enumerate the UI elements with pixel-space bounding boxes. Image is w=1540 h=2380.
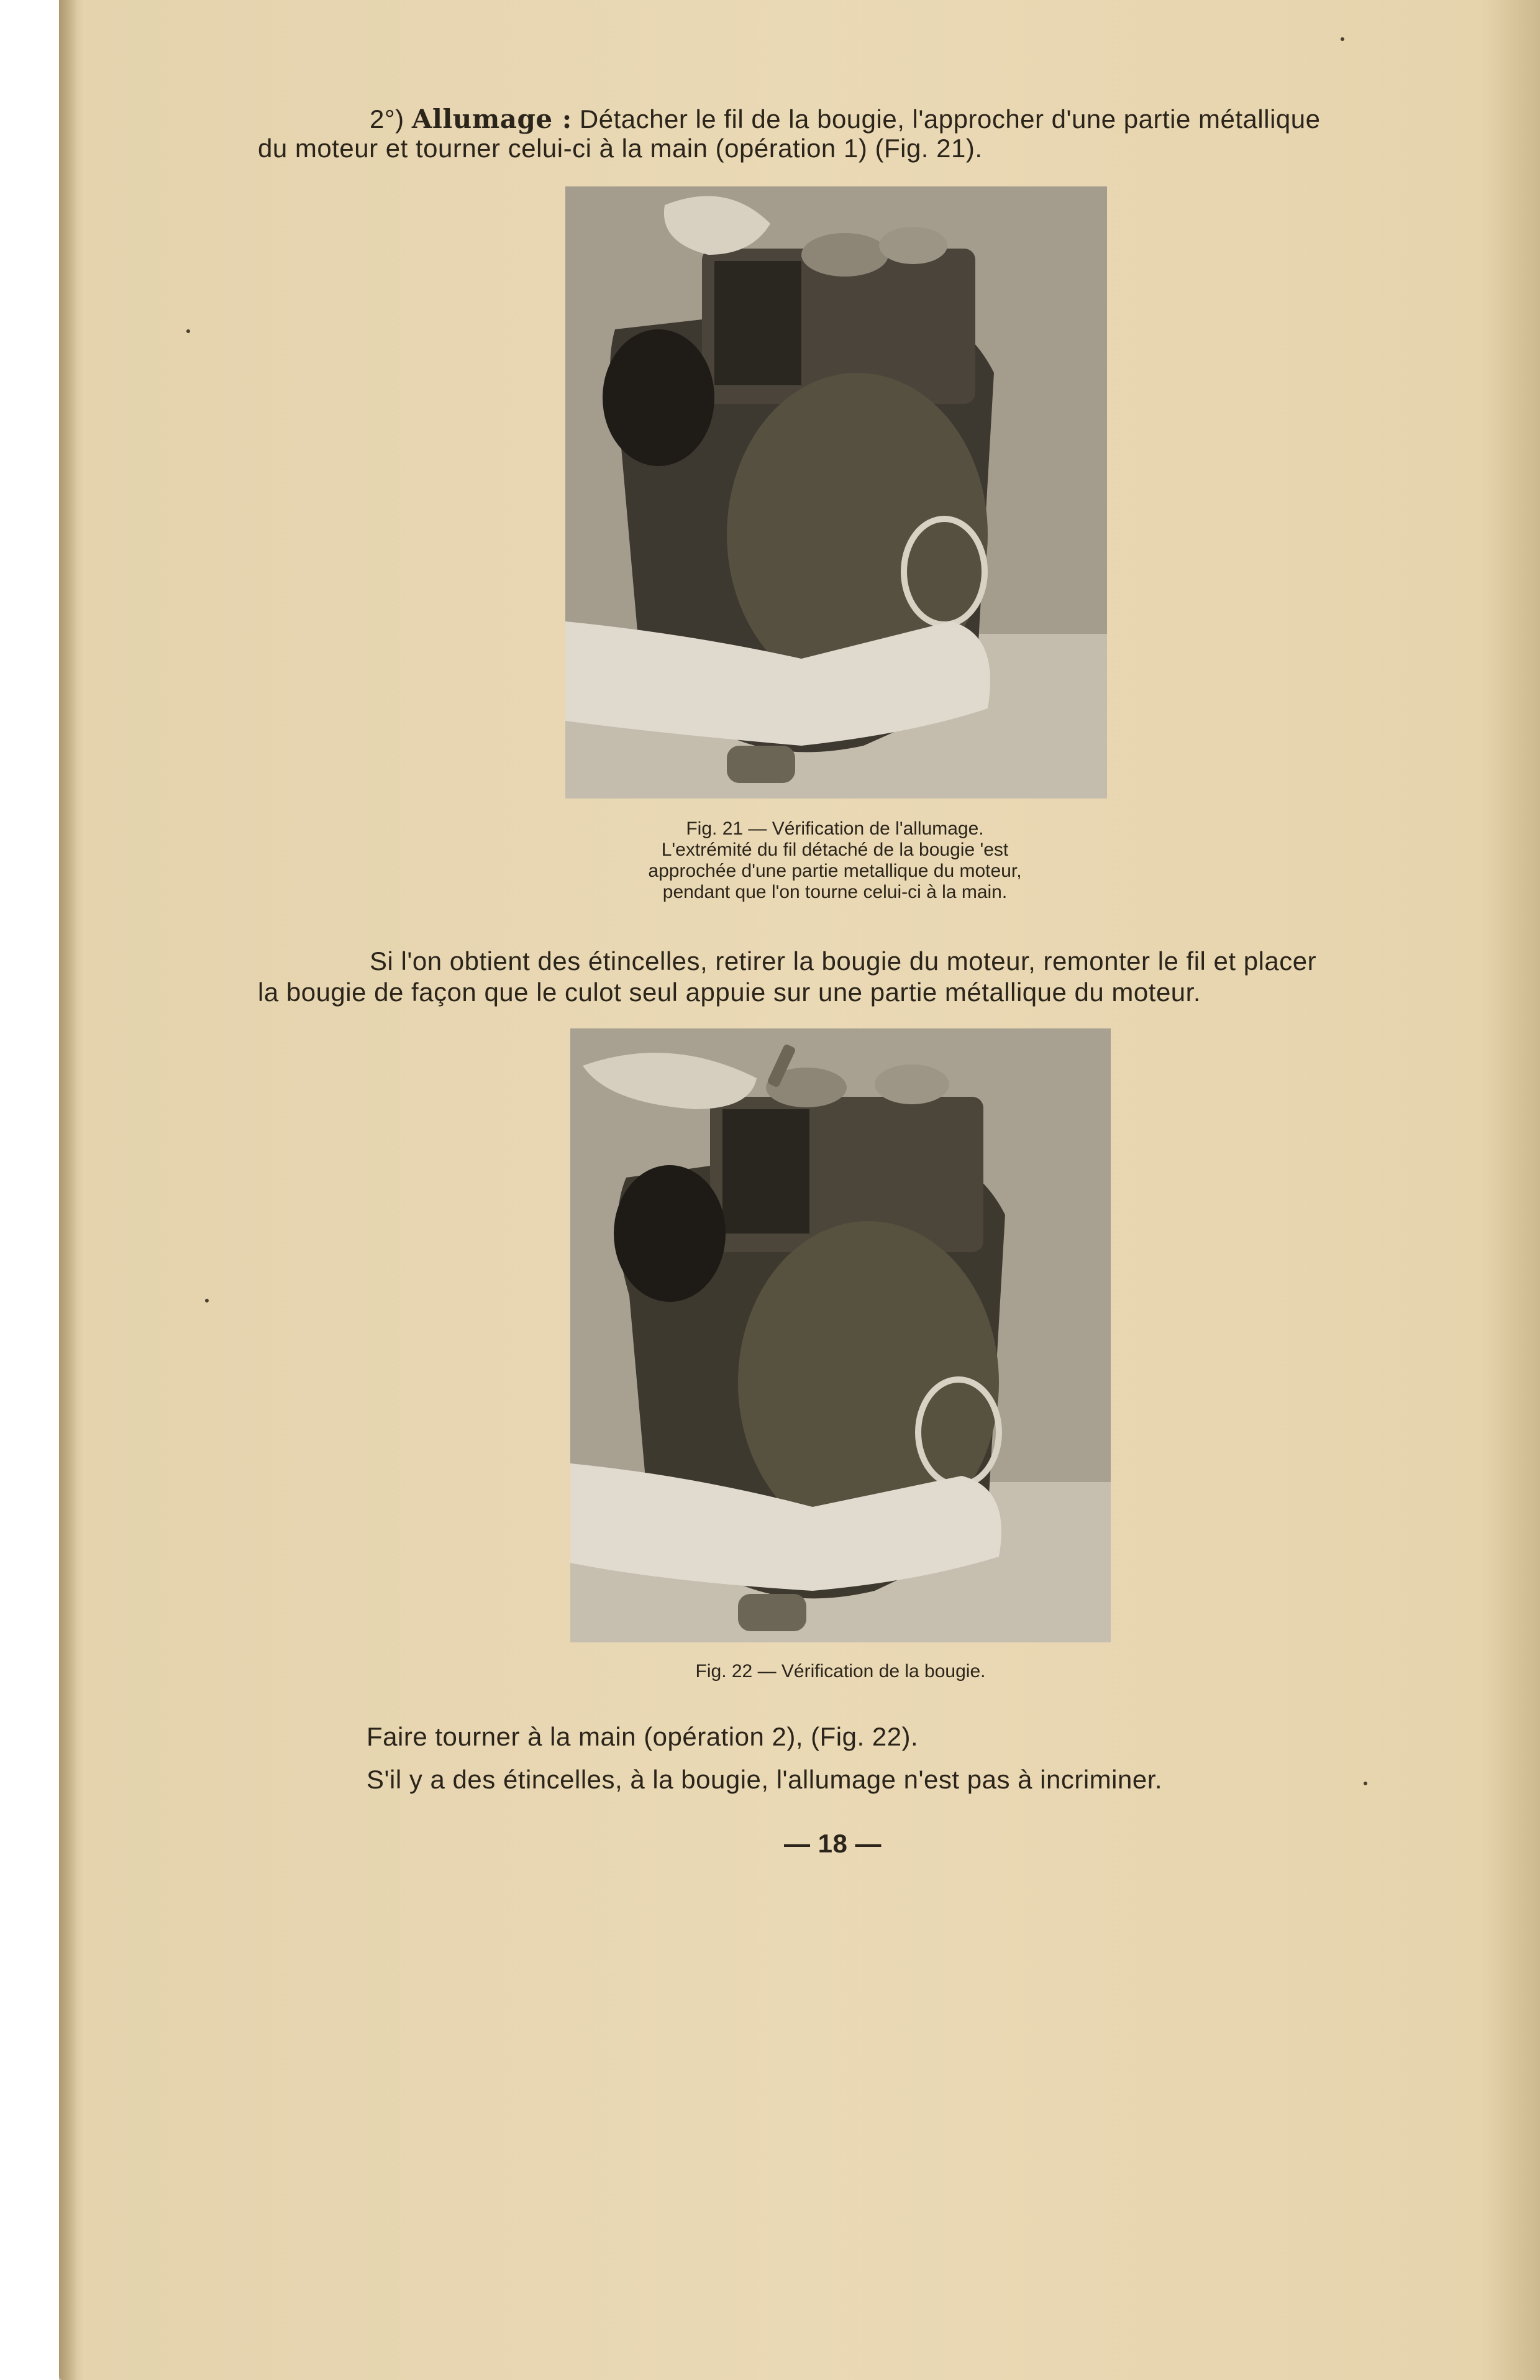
figure-21-photo [565, 186, 1107, 799]
paragraph-faire-tourner: Faire tourner à la main (opération 2), (Fig. 22). [367, 1722, 919, 1751]
paper-speck [186, 329, 190, 333]
figure-22-photo [570, 1028, 1111, 1642]
paragraph-etincelles-line1: Si l'on obtient des étincelles, retirer la bougie du moteur, remonter le fil et placer [370, 946, 1317, 976]
heading-number: 2°) [370, 104, 404, 134]
figure-21-caption-line1: Fig. 21 — Vérification de l'allumage. [686, 818, 984, 839]
figure-22-caption: Fig. 22 — Vérification de la bougie. [695, 1661, 986, 1682]
paper-speck [205, 1299, 209, 1302]
page-edge-shadow [59, 0, 78, 2380]
paragraph-allumage-text: Détacher le fil de la bougie, l'approcher d'une partie métallique [579, 104, 1321, 134]
paper-speck [1364, 1782, 1367, 1785]
figure-21-caption-line3: approchée d'une partie metallique du moteur, [648, 861, 1022, 881]
paragraph-etincelles-line2: la bougie de façon que le culot seul appuie sur une partie métallique du moteur. [258, 977, 1201, 1007]
paragraph-allumage-line1 [370, 103, 1320, 136]
figure-21-caption-line2: L'extrémité du fil détaché de la bougie 'est [661, 840, 1009, 860]
paragraph-conclusion: S'il y a des étincelles, à la bougie, l'allumage n'est pas à incriminer. [367, 1765, 1163, 1794]
paragraph-allumage-line2: du moteur et tourner celui-ci à la main (opération 1) (Fig. 21). [258, 134, 983, 163]
page-number: — 18 — [784, 1829, 882, 1858]
paper-speck [1341, 37, 1344, 41]
heading-allumage: Allumage : [411, 104, 572, 134]
figure-21-caption-line4: pendant que l'on tourne celui-ci à la main. [662, 882, 1008, 902]
